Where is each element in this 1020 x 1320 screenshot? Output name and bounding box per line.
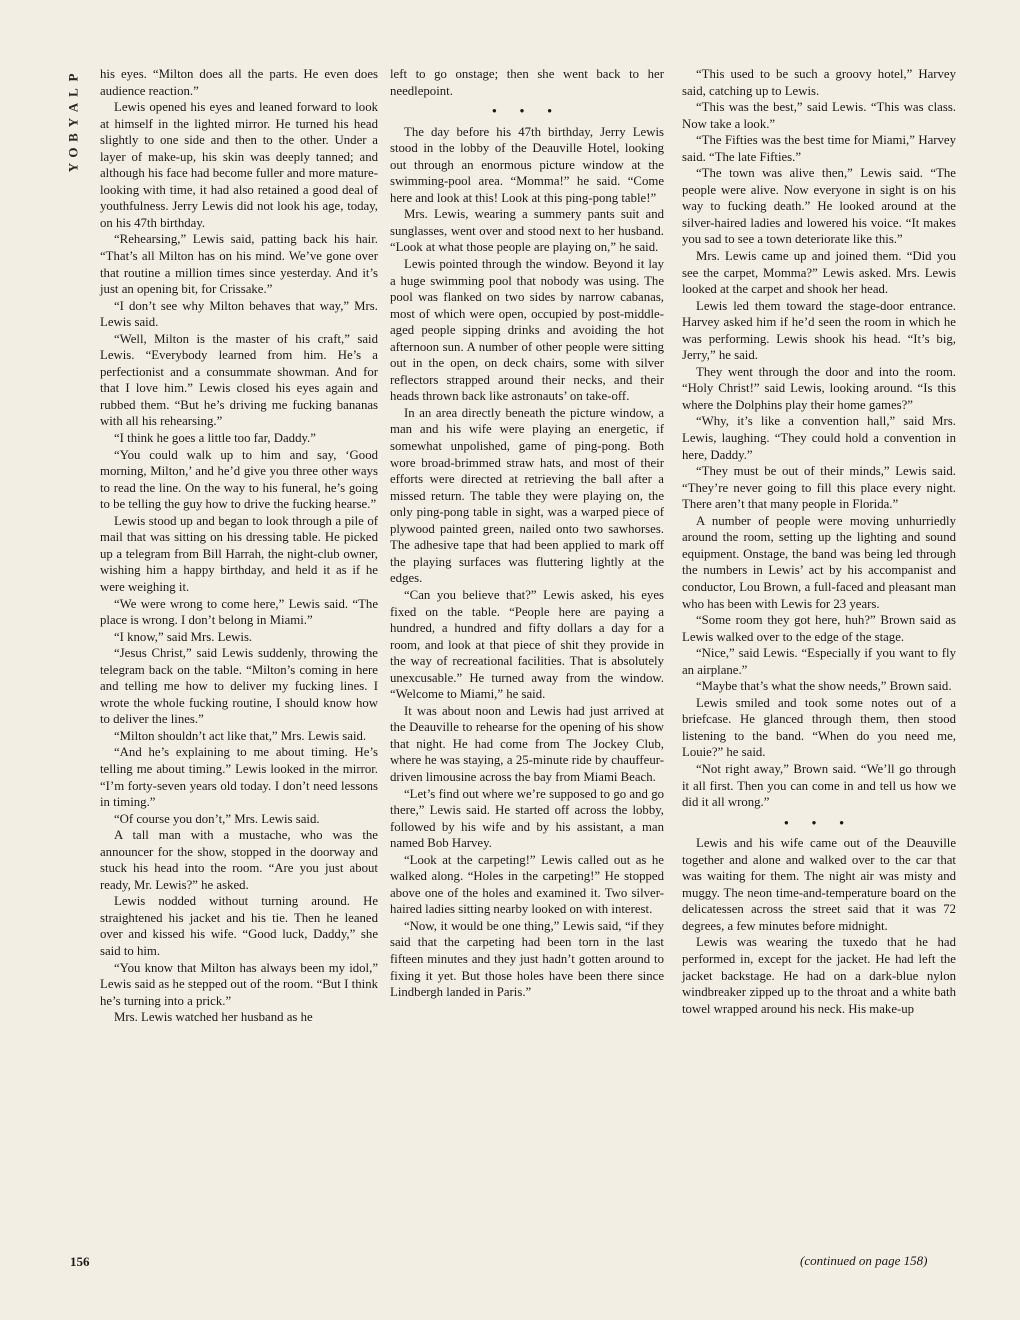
paragraph: “You could walk up to him and say, ‘Good morning, Milton,’ and he’d give you three other ways to read the line. On the way to his funeral, he’s going to be telling the guy how to drive the fucking hearse.” bbox=[100, 447, 378, 512]
section-separator: • • • bbox=[492, 104, 562, 119]
paragraph: “This was the best,” said Lewis. “This was class. Now take a look.” bbox=[682, 100, 956, 131]
paragraph: “Look at the carpeting!” Lewis called out as he walked along. “Holes in the carpeting!” He stopped above one of the holes and examined it. Two silver-haired ladies sitting nearby looked on with interest. bbox=[390, 852, 664, 917]
paragraph: A tall man with a mustache, who was the announcer for the show, stopped in the doorway and stuck his head into the room. “Are you just about ready, Mr. Lewis?” he asked. bbox=[100, 828, 378, 892]
masthead-letter: B bbox=[65, 133, 81, 142]
text-column-3 bbox=[682, 66, 956, 1017]
paragraph: left to go onstage; then she went back to her needlepoint. bbox=[390, 67, 664, 98]
masthead-vertical bbox=[66, 70, 82, 175]
paragraph: “Jesus Christ,” said Lewis suddenly, throwing the telegram back on the table. “Milton’s coming in here and telling me how to deliver my fucking lines. I wrote the whole fucking routine, I should know how to deliver the lines.” bbox=[100, 646, 378, 727]
paragraph: “And he’s explaining to me about timing. He’s telling me about timing.” Lewis looked in the mirror. “I’m forty-seven years old today. I don’t need lessons in timing.” bbox=[100, 745, 378, 810]
paragraph: Mrs. Lewis came up and joined them. “Did you see the carpet, Momma?” Lewis asked. Mrs. Lewis looked at the carpet and shook her head. bbox=[682, 249, 956, 297]
paragraph: The day before his 47th birthday, Jerry Lewis stood in the lobby of the Deauville Hotel, looking out through an enormous picture window at the swimming-pool area. “Momma!” he said. “Come here and look at this! Look at this ping-pong table!” bbox=[390, 124, 664, 205]
paragraph: “I don’t see why Milton behaves that way,” Mrs. Lewis said. bbox=[100, 298, 378, 330]
paragraph: “You know that Milton has always been my idol,” Lewis said as he stepped out of the room. “But I think he’s turning into a prick.” bbox=[100, 960, 378, 1008]
paragraph: “Of course you don’t,” Mrs. Lewis said. bbox=[114, 811, 320, 826]
paragraph: his eyes. “Milton does all the parts. He even does audience reaction.” bbox=[100, 67, 378, 98]
paragraph: It was about noon and Lewis had just arrived at the Deauville to rehearse for the opening of his show that night. He had come from The Jockey Club, where he was staying, a 25-minute ride by chauffeur-driven limousine across the bay from Miami Beach. bbox=[390, 703, 664, 784]
paragraph: “Let’s find out where we’re supposed to go and go there,” Lewis said. He started off across the lobby, followed by his wife and by his assistant, a man named Bob Harvey. bbox=[390, 786, 664, 851]
paragraph: “The town was alive then,” Lewis said. “The people were alive. Now everyone in sight is on his way to fucking death.” He looked around at the silver-haired ladies and lowered his voice. “It makes you sad to see a town deteriorate like this.” bbox=[682, 166, 956, 247]
text-column-2 bbox=[390, 66, 664, 1001]
masthead-letter: P bbox=[65, 73, 81, 82]
paragraph: “Not right away,” Brown said. “We’ll go through it all first. Then you can come in and tell us how we did it all wrong.” bbox=[682, 761, 956, 810]
paragraph: “Why, it’s like a convention hall,” said Mrs. Lewis, laughing. “They could hold a convention in here, Daddy.” bbox=[682, 414, 956, 462]
paragraph: “I know,” said Mrs. Lewis. bbox=[114, 629, 253, 644]
text-column-1 bbox=[100, 66, 378, 1026]
continued-note: (continued on page 158) bbox=[800, 1253, 928, 1268]
paragraph: Lewis smiled and took some notes out of a briefcase. He glanced through them, then stood listening to the band. “When do you need me, Louie?” he said. bbox=[682, 695, 956, 760]
section-separator: • • • bbox=[784, 815, 854, 830]
paragraph: “Some room they got here, huh?” Brown said as Lewis walked over to the edge of the stage. bbox=[682, 613, 956, 644]
paragraph: Lewis nodded without turning around. He straightened his jacket and his tie. Then he leaned over and kissed his wife. “Good luck, Daddy,” she said to him. bbox=[100, 894, 378, 958]
paragraph: “This used to be such a groovy hotel,” Harvey said, catching up to Lewis. bbox=[682, 67, 956, 98]
masthead-letter: Y bbox=[65, 162, 81, 173]
paragraph: “Nice,” said Lewis. “Especially if you want to fly an airplane.” bbox=[682, 646, 956, 677]
paragraph: Lewis stood up and began to look through a pile of mail that was sitting on his dressing table. He picked up a telegram from Bill Harrah, the night-club owner, wishing him a happy birthday, and held it as if he were weighing it. bbox=[100, 513, 378, 594]
paragraph: “Well, Milton is the master of his craft,” said Lewis. “Everybody learned from him. He’s a perfectionist and a consummate showman. And for that I love him.” Lewis closed his eyes again and rubbed them. “But he’s driving me fucking bananas with all his rehearsing.” bbox=[100, 331, 378, 429]
paragraph: A number of people were moving unhurriedly around the room, setting up the lighting and sound equipment. Onstage, the band was being led through the numbers in Lewis’ act by his accompanist and conductor, Lou Brown, a full-faced and pleasant man who has been with Lewis for 23 years. bbox=[682, 513, 956, 611]
masthead-letter: Y bbox=[65, 117, 81, 128]
masthead-letter: O bbox=[65, 147, 81, 158]
paragraph: Lewis opened his eyes and leaned forward to look at himself in the lighted mirror. He turned his head slightly to one side and then to the other. Under a layer of make-up, his skin was deeply tanned; and although his face had become fuller and more mature-looking with time, it had also retained a good deal of youthfulness. Jerry Lewis did not look his age, today, on his 47th birthday. bbox=[100, 100, 378, 230]
paragraph: Lewis and his wife came out of the Deauville together and alone and walked over to the car that was waiting for them. The night air was misty and muggy. The neon time-and-temperature board on the delicatessen across the street said that it was 72 degrees, a few minutes before midnight. bbox=[682, 836, 956, 933]
paragraph: “Rehearsing,” Lewis said, patting back his hair. “That’s all Milton has on his mind. We’ve gone over that routine a million times since yesterday. And it’s just an opening bit, for Crissake.” bbox=[100, 232, 378, 297]
paragraph: Mrs. Lewis watched her husband as he bbox=[114, 1010, 313, 1025]
paragraph: “They must be out of their minds,” Lewis said. “They’re never going to fill this place every night. There aren’t that many people in Florida.” bbox=[682, 464, 956, 512]
paragraph: Lewis led them toward the stage-door entrance. Harvey asked him if he’d seen the room in which he was performing. Lewis shook his head. “It’s big, Jerry,” he said. bbox=[682, 298, 956, 363]
paragraph: “Maybe that’s what the show needs,” Brown said. bbox=[696, 679, 952, 694]
paragraph: They went through the door and into the room. “Holy Christ!” said Lewis, looking around. “Is this where the Dolphins play their home games?” bbox=[682, 364, 956, 412]
paragraph: “Now, it would be one thing,” Lewis said, “if they said that the carpeting had been torn in the last fifteen minutes and they just hadn’t gotten around to fixing it yet. But those holes have been there since Lindbergh landed in Paris.” bbox=[390, 918, 664, 1000]
paragraph: In an area directly beneath the picture window, a man and his wife were playing an energetic, if somewhat unpolished, game of ping-pong. Both wore broad-brimmed straw hats, and most of their efforts were directed at retrieving the ball after a missed return. The table they were playing on, the only ping-pong table in sight, was a warped piece of plywood painted green, nailed onto two sawhorses. The adhesive tape that had been applied to mark off the playing surfaces was fluttering lightly at the edges. bbox=[390, 405, 664, 586]
paragraph: Mrs. Lewis, wearing a summery pants suit and sunglasses, went over and stood next to her husband. “Look at what those people are playing on,” he said. bbox=[390, 207, 664, 255]
paragraph: Lewis was wearing the tuxedo that he had performed in, except for the jacket. He had left the jacket backstage. He had on a dark-blue nylon windbreaker zipped up to the throat and a white bath towel wrapped around his neck. His make-up bbox=[682, 935, 956, 1016]
paragraph: “Milton shouldn’t act like that,” Mrs. Lewis said. bbox=[114, 728, 367, 743]
page-number: 156 bbox=[70, 1254, 90, 1269]
paragraph: “We were wrong to come here,” Lewis said. “The place is wrong. I don’t belong in Miami.” bbox=[100, 596, 378, 628]
masthead-letter: A bbox=[65, 102, 81, 113]
paragraph: “I think he goes a little too far, Daddy.” bbox=[114, 431, 316, 446]
paragraph: Lewis pointed through the window. Beyond it lay a huge swimming pool that nobody was using. The pool was flanked on two sides by narrow cabanas, most of which were open, occupied by post-middle-aged people sipping drinks and avoiding the hot afternoon sun. A number of other people were sitting out in the open, on deck chairs, some with silver reflectors strapped around their necks, and their heads thrown back like astronauts’ on take-off. bbox=[390, 257, 664, 404]
masthead-letter: L bbox=[65, 88, 81, 97]
paragraph: “The Fifties was the best time for Miami,” Harvey said. “The late Fifties.” bbox=[682, 133, 956, 164]
paragraph: “Can you believe that?” Lewis asked, his eyes fixed on the table. “People here are paying a hundred, a hundred and fifty dollars a day for a room, and look at that piece of shit they provide in the way of recreational facilities. That is absolutely unexcusable.” He turned away from the window. “Welcome to Miami,” he said. bbox=[390, 587, 664, 702]
